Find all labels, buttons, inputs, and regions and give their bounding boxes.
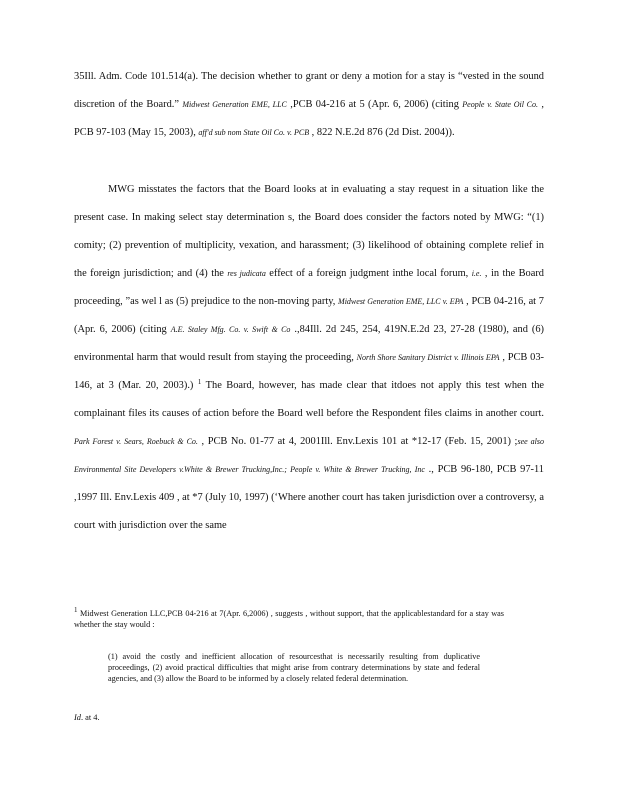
para2-text-8: , PCB No. 01-77 at 4, 2001Ill. Env.Lexis 101 at *12-17 (Feb. 15, 2001) ;	[197, 436, 518, 447]
case-cite-midwest-v-epa: Midwest Generation EME, LLC v. EPA	[338, 297, 464, 306]
footnote-reference[interactable]: 1	[197, 378, 202, 386]
res-judicata-term: res judicata	[227, 269, 266, 278]
case-cite-park-forest: Park Forest v. Sears, Roebuck & Co.	[74, 437, 198, 446]
footnote-number: 1	[74, 606, 78, 614]
footnote-id-cite	[74, 712, 100, 723]
case-cite-people-v-state-oil: People v. State Oil Co.	[462, 100, 539, 109]
para2-text-3: , in the Board proceeding, ”as wel l as (5) prejudice to the non-moving party,	[74, 268, 544, 307]
paragraph-1	[74, 63, 544, 147]
ie-term: i.e.	[471, 269, 482, 278]
para1-text-3: , PCB 97-103 (May 15, 2003),	[74, 99, 544, 138]
case-cite-affd-state-oil: aff'd sub nom State Oil Co. v. PCB	[198, 128, 310, 137]
para2-text-4: , PCB 04-216, at 7 (Apr. 6, 2006) (citing	[74, 296, 544, 335]
id-signal: Id	[74, 713, 81, 722]
case-cite-midwest-generation: Midwest Generation EME, LLC	[182, 100, 287, 109]
case-cite-staley-v-swift: A.E. Staley Mfg. Co. v. Swift & Co	[170, 325, 291, 334]
case-cite-north-shore: North Shore Sanitary District v. Illinois EPA	[356, 353, 500, 362]
para2-text-7: The Board, however, has made clear that itdoes not apply this test when the complainant files its causes of action before the Board well before the Respondent files claims in another court.	[74, 380, 545, 419]
para1-text-2: ,PCB 04-216 at 5 (Apr. 6, 2006) (citing	[286, 99, 463, 110]
para2-text-6: , PCB 03-146, at 3 (Mar. 20, 2003).)	[74, 352, 544, 391]
para2-text-5: .,84Ill. 2d 245, 254, 419N.E.2d 23, 27-28 (1980), and (6) environmental harm that would result from staying the proceeding,	[74, 324, 544, 363]
para1-text-4: , 822 N.E.2d 876 (2d Dist. 2004)).	[309, 127, 455, 138]
id-pin: . at 4.	[80, 713, 100, 722]
para2-text-1: MWG misstates the factors that the Board looks at in evaluating a stay request in a situation like the present case. In making select stay determination s, the Board does consider the factors noted by MWG: “(1) comity; (2) prevention of multiplicity, vexation, and harassment; (3) likelihood of obtaining complete relief in the foreign jurisdiction; and (4) the	[74, 184, 544, 279]
see-also-signal: see also	[517, 437, 544, 446]
para2-text-9: ., PCB 96-180, PCB 97-11 ,1997 Ill. Env.Lexis 409 , at *7 (July 10, 1997) (‘Where another court has taken jurisdiction over a controversy, a court with jurisdiction over the same	[74, 464, 544, 531]
para1-text-1: 35Ill. Adm. Code 101.514(a). The decision whether to grant or deny a motion for a stay is “vested in the sound discretion of the Board.”	[74, 71, 544, 110]
paragraph-2	[74, 176, 544, 540]
case-cite-environmental-site: Environmental Site Developers v.White & Brewer Trucking,Inc.; People v. White & Brewer Trucking, Inc	[74, 465, 425, 474]
footnote-text: Midwest Generation LLC,PCB 04-216 at 7(Apr. 6,2006) , suggests , without support, that the applicablestandard for a stay was whether the stay would :	[74, 609, 504, 629]
footnote-1	[74, 608, 504, 630]
footnote-block-quote: (1) avoid the costly and inefficient allocation of resourcesthat is necessarily resulting from duplicative proceedings, (2) avoid practical difficulties that might arise from contrary determinations by state and federal agencies, and (3) allow the Board to be informed by a closely related federal determination.	[108, 652, 480, 684]
para2-text-2: effect of a foreign judgment inthe local forum,	[265, 268, 472, 279]
